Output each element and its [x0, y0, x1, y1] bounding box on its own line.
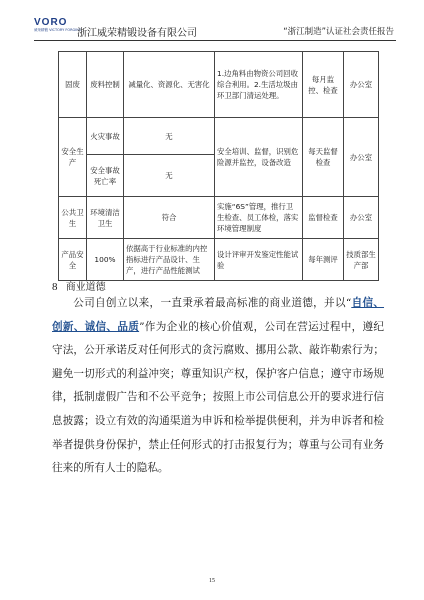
section-title: 商业道德 — [65, 282, 106, 293]
group-cell: 产品安全 — [59, 239, 87, 281]
department-cell: 技质部生产部 — [344, 239, 379, 281]
group-cell: 固废 — [59, 52, 87, 118]
frequency-cell: 监督检查 — [303, 197, 344, 239]
item-cell: 100% — [87, 239, 124, 281]
core-values: 自信、创新、诚信、品质 — [52, 297, 385, 333]
paragraph-text-start: 公司自创立以来，一直秉承着最高标准的商业道德，并以“ — [73, 297, 352, 309]
paragraph-text-rest: ”作为企业的核心价值观，公司在营运过程中，遵纪守法，公开承诺反对任何形式的贪污腐败、挪用公款、敲诈勒索行为；避免一切形式的利益冲突；尊重知识产权，保护客户信息；遵守市场规律，抵制虚假广告和不公平竞争；按照上市公司信息公开的要求进行信息披露；设立有效的沟通渠道为申诉和检举提供便利，并为申诉者和检举者提供身份保护，禁止任何形式的打击报复行为；尊重与公司有业务往来的所有人士的隐私。 — [52, 320, 384, 475]
group-cell: 公共卫生 — [59, 197, 87, 239]
table-row — [59, 118, 379, 155]
standard-cell: 减量化、资源化、无害化 — [124, 52, 215, 118]
department-cell: 办公室 — [344, 118, 379, 197]
group-cell: 安全生产 — [59, 118, 87, 197]
section-number: 8 — [52, 281, 58, 293]
standard-cell: 符合 — [124, 197, 215, 239]
item-cell: 废料控制 — [87, 52, 124, 118]
section-heading — [52, 278, 106, 293]
item-cell: 火灾事故 — [87, 118, 124, 155]
standard-cell: 无 — [124, 118, 215, 155]
standard-cell: 无 — [124, 155, 215, 197]
report-title: “浙江制造”认证社会责任报告 — [283, 27, 394, 37]
responsibility-table — [58, 51, 379, 281]
measures-cell: 1.边角料由物资公司回收综合利用。2.生活垃圾由环卫部门清运处理。 — [215, 52, 303, 118]
company-logo — [34, 17, 82, 38]
header-divider — [34, 40, 396, 41]
item-cell: 安全事故死亡率 — [87, 155, 124, 197]
measures-cell: 实施“6S”管理，推行卫生检查、员工体检，落实环境管理制度 — [215, 197, 303, 239]
company-name: 浙江威荣精锻设备有限公司 — [77, 28, 197, 39]
table-row — [59, 239, 379, 281]
measures-cell: 安全培训、监督，识别危险源并监控，设备改造 — [215, 118, 303, 197]
standard-cell: 依据高于行业标准的内控指标进行产品设计、生产，进行产品性能测试 — [124, 239, 215, 281]
frequency-cell: 每年测评 — [303, 239, 344, 281]
table-row — [59, 197, 379, 239]
department-cell: 办公室 — [344, 52, 379, 118]
body-paragraph — [52, 292, 384, 481]
table-row — [59, 52, 379, 118]
page-header — [34, 18, 394, 40]
measures-cell: 设计评审开发鉴定性能试验 — [215, 239, 303, 281]
logo-mark: VORO — [34, 17, 68, 28]
frequency-cell: 每天监督检查 — [303, 118, 344, 197]
logo-subtitle: 威荣精锻 VICTORY FORGING — [34, 28, 82, 32]
item-cell: 环境清洁卫生 — [87, 197, 124, 239]
frequency-cell: 每月监控、检查 — [303, 52, 344, 118]
department-cell: 办公室 — [344, 197, 379, 239]
page-number: 15 — [209, 578, 215, 584]
